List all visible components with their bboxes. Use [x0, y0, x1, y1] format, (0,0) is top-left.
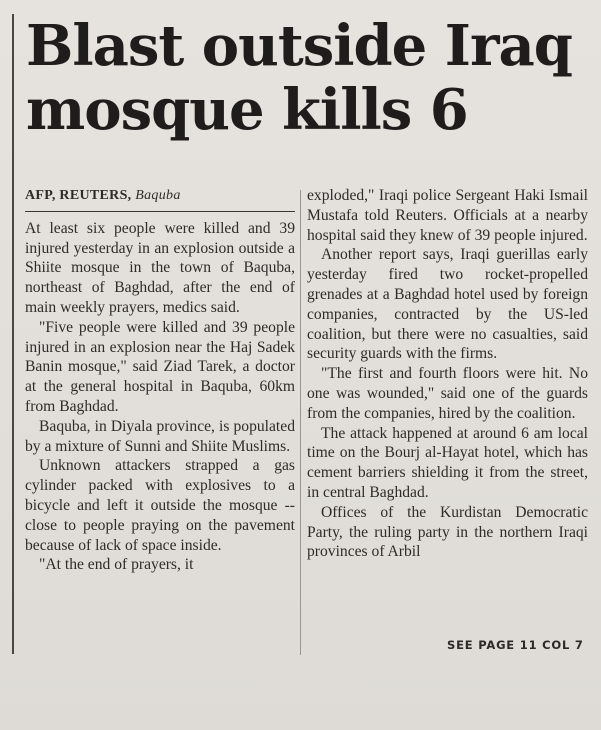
byline-location: Baquba [135, 188, 181, 203]
paragraph: Another report says, Iraqi guerillas early yesterday fired two rocket-propelled grenades at a Baghdad hotel used by foreign companies, contracted by the US-led coalition, but there were no casualties, said security guards with the firms. [307, 246, 588, 363]
column-divider [300, 190, 301, 655]
paragraph: The attack happened at around 6 am local time on the Bourj al-Hayat hotel, which has cement barriers shielding it from the street, in central Baghdad. [307, 424, 588, 501]
headline-line-2: mosque kills 6 [26, 77, 468, 143]
paragraph: "The first and fourth floors were hit. No one was wounded," said one of the guards from the companies, hired by the coalition. [307, 365, 588, 422]
headline [26, 14, 596, 142]
paragraph: exploded," Iraqi police Sergeant Haki Ismail Mustafa told Reuters. Officials at a nearby hospital said they knew of 39 people injured. [307, 187, 588, 244]
paragraph: "Five people were killed and 39 people injured in an explosion near the Haj Sadek Banin mosque," said Ziad Tarek, a doctor at the general hospital in Baquba, 60km from Baghdad. [25, 318, 295, 415]
byline-agencies: AFP, REUTERS, [25, 188, 132, 203]
paragraph: "At the end of prayers, it [39, 556, 194, 574]
paragraph: Offices of the Kurdistan Democratic Party, the ruling party in the northern Iraqi provinces of Arbil [307, 503, 588, 561]
headline-line-1: Blast outside Iraq [26, 13, 572, 79]
paragraph: Unknown attackers strapped a gas cylinder packed with explosives to a bicycle and left it outside the mosque -- close to people praying on the pavement because of lack of space inside. [25, 457, 295, 554]
byline [25, 186, 295, 212]
article-column-left [25, 186, 295, 575]
continuation-jump-line: SEE PAGE 11 COL 7 [447, 638, 584, 652]
article-column-right [307, 186, 588, 562]
paragraph: Baquba, in Diyala province, is populated by a mixture of Sunni and Shiite Muslims. [25, 417, 295, 455]
left-column-rule [12, 14, 14, 654]
paragraph: At least six people were killed and 39 injured yesterday in an explosion outside a Shiite mosque in the town of Baquba, northeast of Baghdad, after the end of main weekly prayers, medics said. [25, 219, 295, 316]
